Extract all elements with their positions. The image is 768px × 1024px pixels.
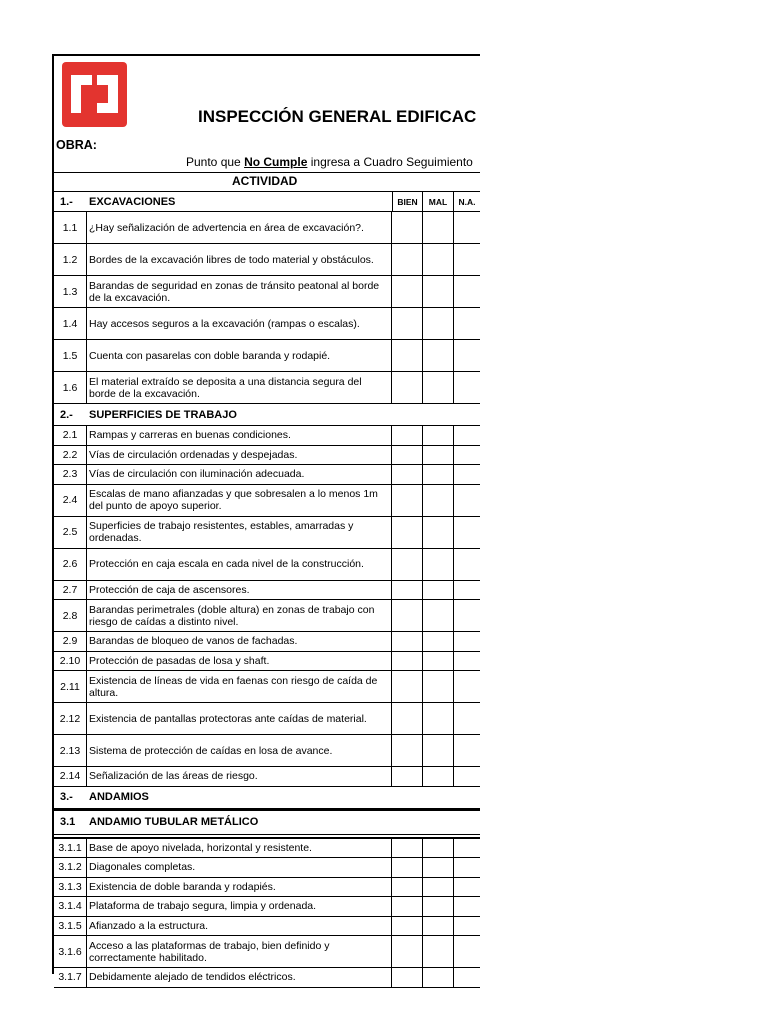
item-number: 3.1.2: [54, 858, 87, 877]
checklist-row: [54, 485, 480, 517]
bien-checkbox-cell[interactable]: [392, 340, 423, 371]
checklist-row: [54, 936, 480, 968]
mal-checkbox-cell[interactable]: [423, 549, 454, 580]
na-checkbox-cell[interactable]: [454, 308, 480, 339]
checklist-row: [54, 703, 480, 735]
section-number: 1.-: [60, 195, 73, 208]
notice-text-start: Punto que: [186, 155, 245, 169]
checklist-row: [54, 581, 480, 601]
item-description: Hay accesos seguros a la excavación (rampas o escalas).: [87, 308, 392, 339]
item-number: 1.1: [54, 212, 87, 243]
na-checkbox-cell[interactable]: [454, 878, 480, 897]
item-number: 2.4: [54, 485, 87, 516]
item-number: 2.10: [54, 652, 87, 671]
na-checkbox-cell[interactable]: [454, 671, 480, 702]
checklist-row: [54, 465, 480, 485]
section-header: [54, 809, 480, 835]
mal-checkbox-cell[interactable]: [423, 652, 454, 671]
item-description: Cuenta con pasarelas con doble baranda y rodapié.: [87, 340, 392, 371]
bien-checkbox-cell[interactable]: [392, 767, 423, 786]
actividad-header: [54, 172, 480, 192]
item-number: 2.5: [54, 517, 87, 548]
mal-checkbox-cell[interactable]: [423, 372, 454, 403]
inspection-sheet: [52, 54, 480, 984]
item-description: Escalas de mano afianzadas y que sobresalen a lo menos 1m del punto de apoyo superior.: [87, 485, 392, 516]
item-number: 2.12: [54, 703, 87, 734]
mal-checkbox-cell[interactable]: [423, 517, 454, 548]
checklist-row: [54, 968, 480, 988]
na-checkbox-cell[interactable]: [454, 632, 480, 651]
item-number: 1.6: [54, 372, 87, 403]
na-checkbox-cell[interactable]: [454, 549, 480, 580]
item-description: Vías de circulación ordenadas y despejadas.: [87, 446, 392, 465]
mal-checkbox-cell[interactable]: [423, 936, 454, 967]
mal-checkbox-cell[interactable]: [423, 308, 454, 339]
mal-checkbox-cell[interactable]: [423, 426, 454, 445]
bien-checkbox-cell[interactable]: [392, 858, 423, 877]
item-description: Diagonales completas.: [87, 858, 392, 877]
item-number: 1.4: [54, 308, 87, 339]
na-checkbox-cell[interactable]: [454, 465, 480, 484]
mal-checkbox-cell[interactable]: [423, 878, 454, 897]
checklist-row: [54, 897, 480, 917]
na-checkbox-cell[interactable]: [454, 735, 480, 766]
na-checkbox-cell[interactable]: [454, 767, 480, 786]
na-checkbox-cell[interactable]: [454, 858, 480, 877]
checklist-row: [54, 632, 480, 652]
na-checkbox-cell[interactable]: [454, 936, 480, 967]
section-title: ANDAMIO TUBULAR METÁLICO: [89, 816, 259, 828]
item-number: 2.14: [54, 767, 87, 786]
item-description: Protección de caja de ascensores.: [87, 581, 392, 600]
section-title: ANDAMIOS: [89, 791, 149, 803]
na-checkbox-cell[interactable]: [454, 839, 480, 858]
section-title: SUPERFICIES DE TRABAJO: [89, 408, 237, 421]
bien-checkbox-cell[interactable]: [392, 839, 423, 858]
item-description: Existencia de doble baranda y rodapiés.: [87, 878, 392, 897]
item-description: Debidamente alejado de tendidos eléctricos.: [87, 968, 392, 987]
mal-checkbox-cell[interactable]: [423, 244, 454, 275]
mal-checkbox-cell[interactable]: [423, 340, 454, 371]
section-title: EXCAVACIONES: [89, 195, 176, 208]
obra-label: OBRA:: [56, 138, 97, 152]
section-number: 3.-: [60, 791, 73, 803]
na-checkbox-cell[interactable]: [454, 652, 480, 671]
bien-checkbox-cell[interactable]: [392, 308, 423, 339]
bien-checkbox-cell[interactable]: [392, 465, 423, 484]
item-description: ¿Hay señalización de advertencia en área de excavación?.: [87, 212, 392, 243]
document-title: INSPECCIÓN GENERAL EDIFICAC: [198, 107, 477, 126]
mal-checkbox-cell[interactable]: [423, 600, 454, 631]
checklist-row: [54, 917, 480, 937]
item-number: 3.1.1: [54, 839, 87, 858]
item-description: Protección de pasadas de losa y shaft.: [87, 652, 392, 671]
mal-checkbox-cell[interactable]: [423, 897, 454, 916]
item-number: 1.3: [54, 276, 87, 307]
item-description: Plataforma de trabajo segura, limpia y ordenada.: [87, 897, 392, 916]
checklist-row: [54, 735, 480, 767]
mal-checkbox-cell[interactable]: [423, 968, 454, 987]
item-description: Sistema de protección de caídas en losa de avance.: [87, 735, 392, 766]
bien-checkbox-cell[interactable]: [392, 372, 423, 403]
na-checkbox-cell[interactable]: [454, 446, 480, 465]
bien-checkbox-cell[interactable]: [392, 897, 423, 916]
item-number: 1.5: [54, 340, 87, 371]
bien-checkbox-cell[interactable]: [392, 671, 423, 702]
item-description: Superficies de trabajo resistentes, estables, amarradas y ordenadas.: [87, 517, 392, 548]
checklist-row: [54, 308, 480, 340]
item-description: Existencia de pantallas protectoras ante caídas de material.: [87, 703, 392, 734]
item-number: 2.3: [54, 465, 87, 484]
item-number: 2.6: [54, 549, 87, 580]
checklist-row: [54, 600, 480, 632]
checklist-row: [54, 340, 480, 372]
checklist-row: [54, 878, 480, 898]
item-number: 3.1.6: [54, 936, 87, 967]
mal-checkbox-cell[interactable]: [423, 839, 454, 858]
mal-checkbox-cell[interactable]: [423, 671, 454, 702]
bien-checkbox-cell[interactable]: [392, 446, 423, 465]
item-number: 2.9: [54, 632, 87, 651]
na-checkbox-cell[interactable]: [454, 276, 480, 307]
notice-text-end: ingresa a Cuadro Seguimiento: [307, 155, 473, 169]
bien-checkbox-cell[interactable]: [392, 276, 423, 307]
bien-checkbox-cell[interactable]: [392, 735, 423, 766]
item-description: Barandas de seguridad en zonas de tránsito peatonal al borde de la excavación.: [87, 276, 392, 307]
bien-checkbox-cell[interactable]: [392, 632, 423, 651]
na-checkbox-cell[interactable]: [454, 517, 480, 548]
checklist-row: [54, 212, 480, 244]
item-description: Existencia de líneas de vida en faenas con riesgo de caída de altura.: [87, 671, 392, 702]
bien-checkbox-cell[interactable]: [392, 517, 423, 548]
mal-checkbox-cell[interactable]: [423, 485, 454, 516]
column-mal-header: MAL: [423, 192, 454, 211]
na-checkbox-cell[interactable]: [454, 917, 480, 936]
checklist-row: [54, 652, 480, 672]
no-cumple-notice: [186, 155, 473, 169]
section-header: [54, 192, 480, 212]
bien-checkbox-cell[interactable]: [392, 936, 423, 967]
checklist-row: [54, 839, 480, 859]
na-checkbox-cell[interactable]: [454, 703, 480, 734]
checklist-table: [54, 192, 480, 988]
bien-checkbox-cell[interactable]: [392, 485, 423, 516]
item-number: 2.2: [54, 446, 87, 465]
item-description: Señalización de las áreas de riesgo.: [87, 767, 392, 786]
item-number: 2.11: [54, 671, 87, 702]
bien-checkbox-cell[interactable]: [392, 917, 423, 936]
na-checkbox-cell[interactable]: [454, 212, 480, 243]
na-checkbox-cell[interactable]: [454, 600, 480, 631]
item-description: Base de apoyo nivelada, horizontal y resistente.: [87, 839, 392, 858]
na-checkbox-cell[interactable]: [454, 485, 480, 516]
na-checkbox-cell[interactable]: [454, 968, 480, 987]
checklist-row: [54, 372, 480, 404]
item-number: 2.8: [54, 600, 87, 631]
company-logo: [62, 62, 127, 127]
item-description: Acceso a las plataformas de trabajo, bien definido y correctamente habilitado.: [87, 936, 392, 967]
mal-checkbox-cell[interactable]: [423, 276, 454, 307]
bien-checkbox-cell[interactable]: [392, 212, 423, 243]
item-description: Rampas y carreras en buenas condiciones.: [87, 426, 392, 445]
bien-checkbox-cell[interactable]: [392, 426, 423, 445]
section-header: [54, 404, 480, 426]
item-description: El material extraído se deposita a una distancia segura del borde de la excavación.: [87, 372, 392, 403]
item-number: 3.1.4: [54, 897, 87, 916]
bien-checkbox-cell[interactable]: [392, 703, 423, 734]
checklist-row: [54, 671, 480, 703]
mal-checkbox-cell[interactable]: [423, 858, 454, 877]
na-checkbox-cell[interactable]: [454, 426, 480, 445]
mal-checkbox-cell[interactable]: [423, 632, 454, 651]
item-description: Afianzado a la estructura.: [87, 917, 392, 936]
checklist-row: [54, 858, 480, 878]
item-number: 3.1.3: [54, 878, 87, 897]
section-number: 3.1: [60, 816, 76, 828]
mal-checkbox-cell[interactable]: [423, 581, 454, 600]
na-checkbox-cell[interactable]: [454, 340, 480, 371]
bien-checkbox-cell[interactable]: [392, 968, 423, 987]
mal-checkbox-cell[interactable]: [423, 212, 454, 243]
item-number: 1.2: [54, 244, 87, 275]
column-na-header: N.A.: [458, 196, 476, 207]
mal-checkbox-cell[interactable]: [423, 917, 454, 936]
item-description: Vías de circulación con iluminación adecuada.: [87, 465, 392, 484]
mal-checkbox-cell[interactable]: [423, 767, 454, 786]
na-checkbox-cell[interactable]: [454, 581, 480, 600]
item-number: 2.7: [54, 581, 87, 600]
section-header: [54, 787, 480, 809]
column-bien-header: BIEN: [392, 192, 423, 211]
na-checkbox-cell[interactable]: [454, 897, 480, 916]
mal-checkbox-cell[interactable]: [423, 703, 454, 734]
no-cumple-text: No Cumple: [244, 155, 308, 169]
section-number: 2.-: [60, 408, 73, 421]
item-number: 2.1: [54, 426, 87, 445]
bien-checkbox-cell[interactable]: [392, 600, 423, 631]
bien-checkbox-cell[interactable]: [392, 878, 423, 897]
checklist-row: [54, 517, 480, 549]
bien-checkbox-cell[interactable]: [392, 581, 423, 600]
mal-checkbox-cell[interactable]: [423, 465, 454, 484]
item-description: Barandas de bloqueo de vanos de fachadas.: [87, 632, 392, 651]
mal-checkbox-cell[interactable]: [423, 735, 454, 766]
checklist-row: [54, 244, 480, 276]
actividad-label: ACTIVIDAD: [232, 174, 298, 188]
item-number: 2.13: [54, 735, 87, 766]
na-checkbox-cell[interactable]: [454, 244, 480, 275]
checklist-row: [54, 426, 480, 446]
checklist-row: [54, 549, 480, 581]
bien-checkbox-cell[interactable]: [392, 549, 423, 580]
checklist-row: [54, 767, 480, 787]
logo-mark-icon: [62, 62, 127, 127]
na-checkbox-cell[interactable]: [454, 372, 480, 403]
checklist-row: [54, 276, 480, 308]
item-description: Bordes de la excavación libres de todo material y obstáculos.: [87, 244, 392, 275]
item-description: Protección en caja escala en cada nivel de la construcción.: [87, 549, 392, 580]
item-description: Barandas perimetrales (doble altura) en zonas de trabajo con riesgo de caídas a distinto nivel.: [87, 600, 392, 631]
checklist-row: [54, 446, 480, 466]
bien-checkbox-cell[interactable]: [392, 652, 423, 671]
item-number: 3.1.7: [54, 968, 87, 987]
item-number: 3.1.5: [54, 917, 87, 936]
bien-checkbox-cell[interactable]: [392, 244, 423, 275]
mal-checkbox-cell[interactable]: [423, 446, 454, 465]
